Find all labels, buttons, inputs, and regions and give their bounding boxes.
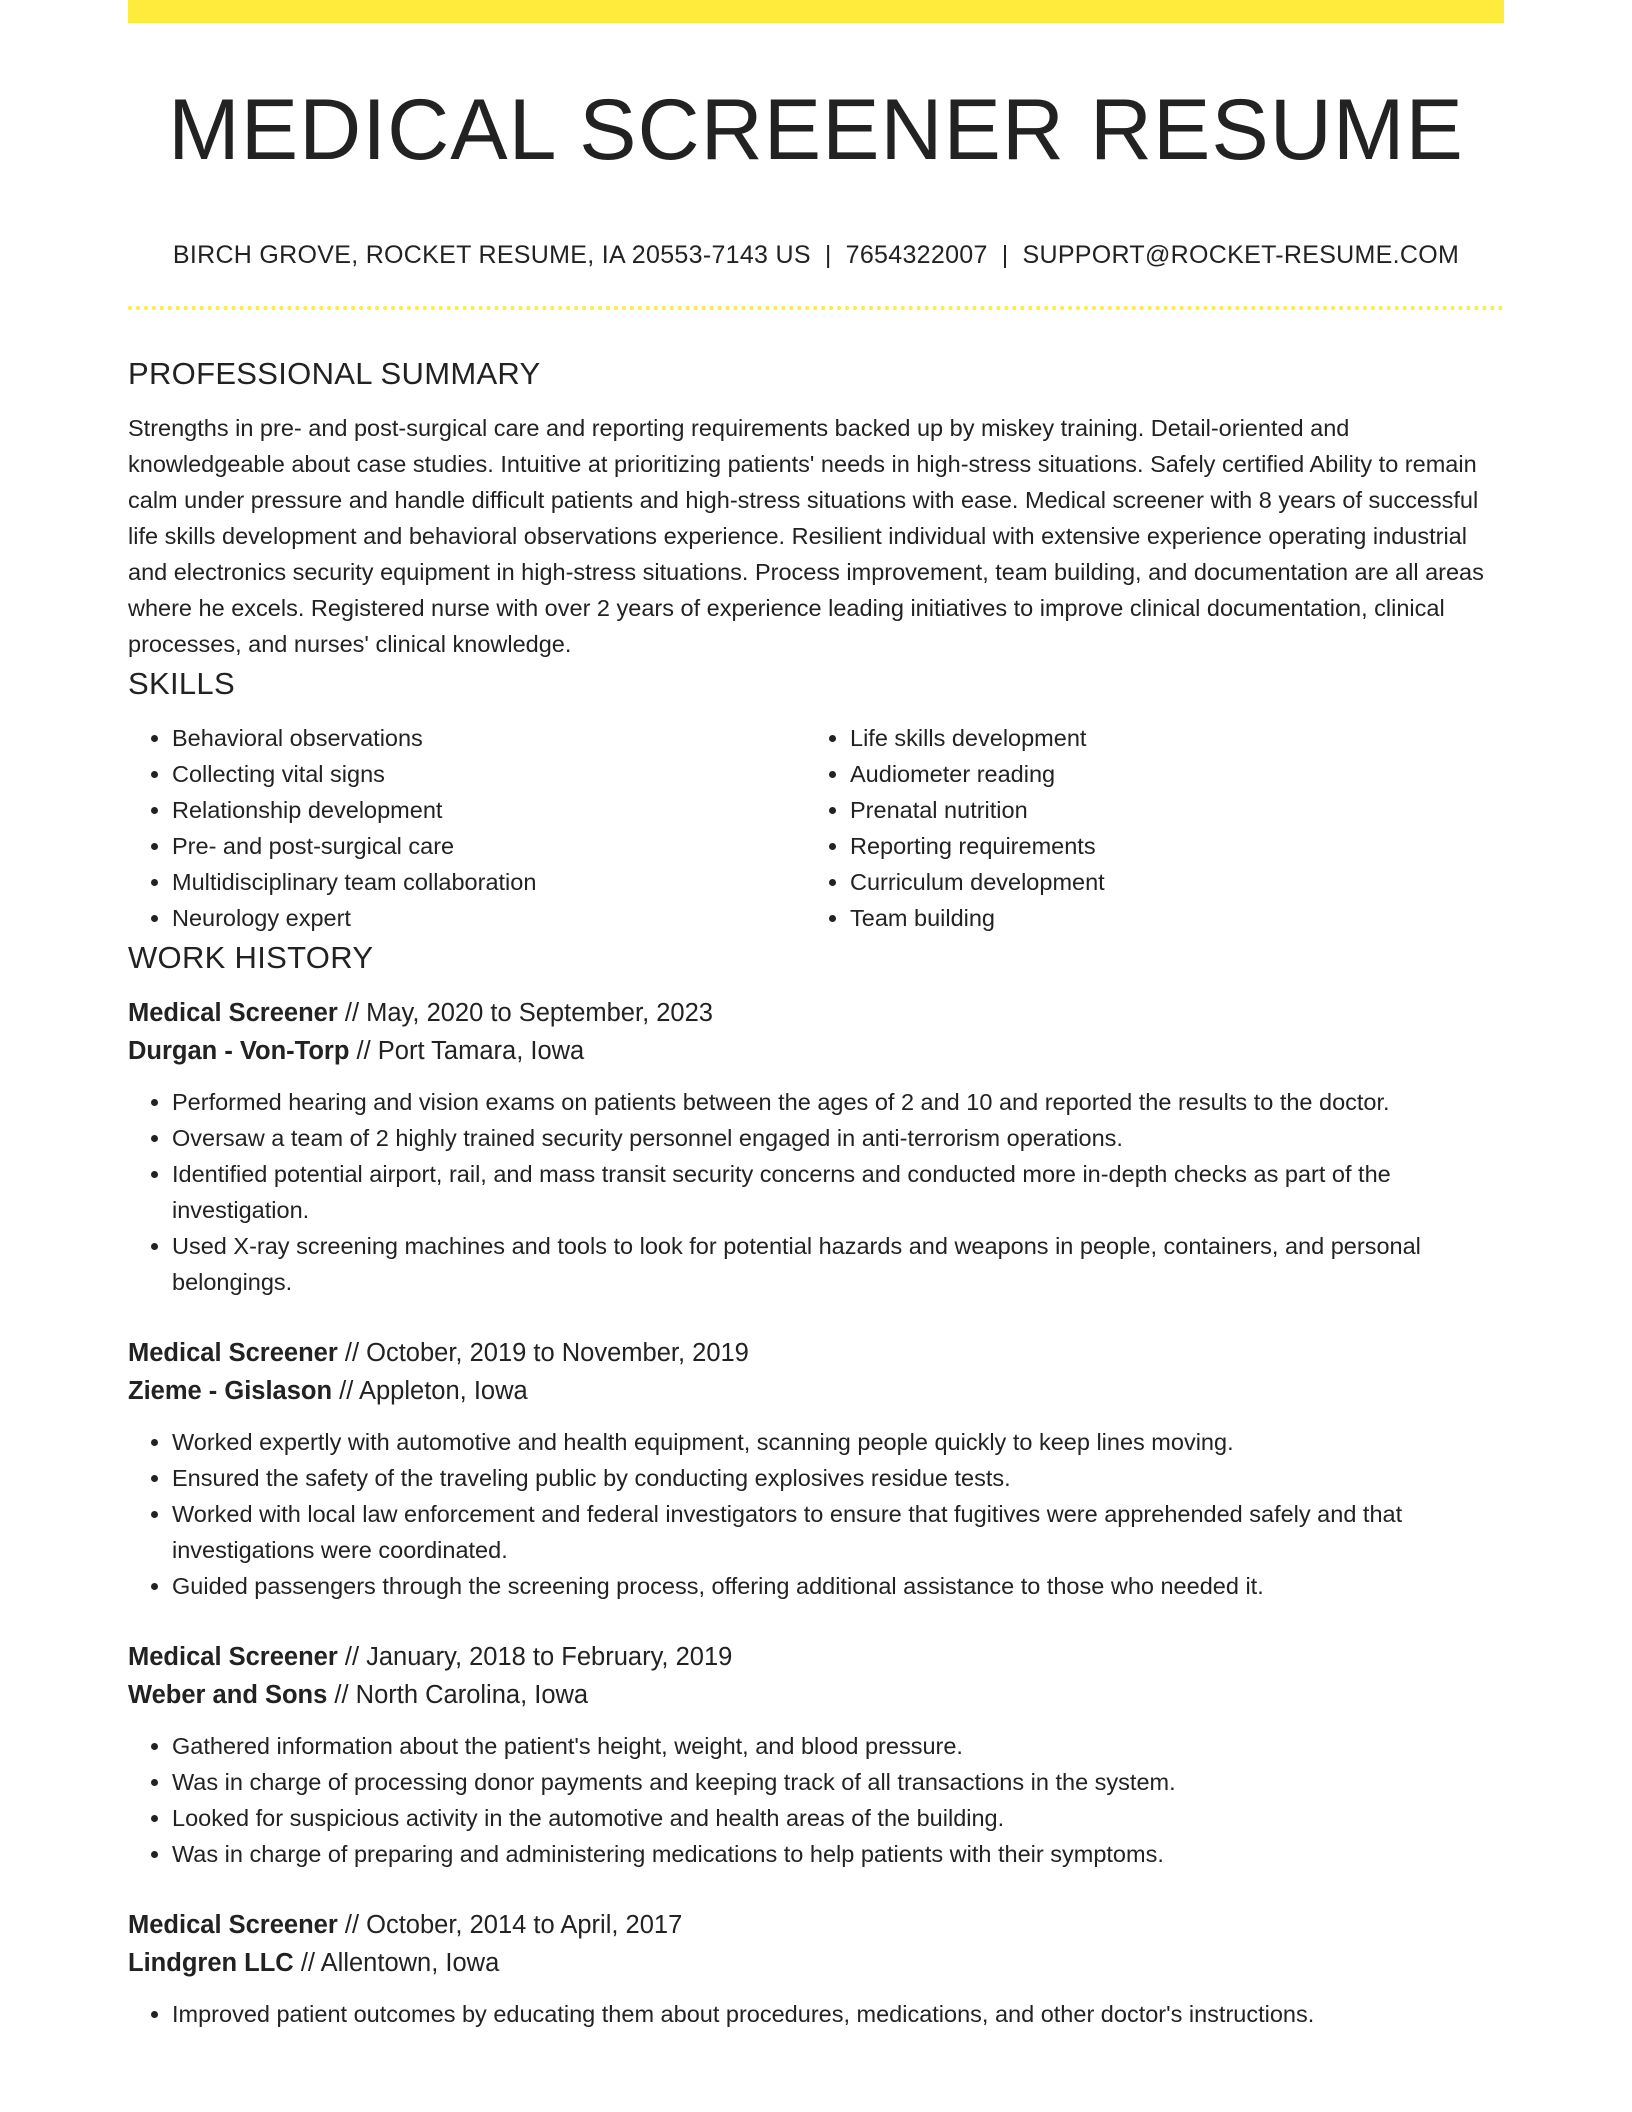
- job-dates: // October, 2019 to November, 2019: [337, 1339, 749, 1367]
- job-company: Zieme - Gislason: [128, 1377, 333, 1405]
- job-title: Medical Screener: [128, 1911, 338, 1939]
- skill-item: • Life skills development: [850, 720, 1484, 756]
- job-location: // Port Tamara, Iowa: [349, 1037, 585, 1065]
- job-bullet: • Gathered information about the patient's height, weight, and blood pressure.: [172, 1728, 1504, 1764]
- contact-separator: |: [824, 241, 832, 269]
- skill-item: • Pre- and post-surgical care: [172, 828, 806, 864]
- skill-item: • Relationship development: [172, 792, 806, 828]
- job-company: Weber and Sons: [128, 1681, 328, 1709]
- resume-title: MEDICAL SCREENER RESUME: [168, 82, 1464, 178]
- job-bullet: • Improved patient outcomes by educating them about procedures, medications, and other doctor's instructions.: [172, 1996, 1504, 2032]
- skill-item: • Curriculum development: [850, 864, 1484, 900]
- job-dates: // May, 2020 to September, 2023: [337, 999, 713, 1027]
- job-entry: [128, 994, 1504, 1300]
- resume-body: [128, 352, 1504, 2032]
- job-company-line: [128, 1944, 1504, 1982]
- job-bullet: • Used X-ray screening machines and tools to look for potential hazards and weapons in people, containers, and personal belongings.: [172, 1228, 1504, 1300]
- job-title: Medical Screener: [128, 1339, 338, 1367]
- job-company-line: [128, 1372, 1504, 1410]
- job-company-line: [128, 1032, 1504, 1070]
- contact-separator: |: [1001, 241, 1009, 269]
- job-title: Medical Screener: [128, 999, 338, 1027]
- job-title-line: [128, 1906, 1504, 1944]
- skill-item: • Team building: [850, 900, 1484, 936]
- skills-list-right: [806, 720, 1484, 936]
- job-company: Durgan - Von-Torp: [128, 1037, 350, 1065]
- job-title: Medical Screener: [128, 1643, 338, 1671]
- contact-phone: 7654322007: [845, 241, 988, 269]
- job-bullet: • Looked for suspicious activity in the automotive and health areas of the building.: [172, 1800, 1504, 1836]
- skills-heading: SKILLS: [128, 666, 235, 701]
- job-company: Lindgren LLC: [128, 1949, 294, 1977]
- skill-item: • Audiometer reading: [850, 756, 1484, 792]
- skills-list-left: [128, 720, 806, 936]
- job-entry: [128, 1906, 1504, 2032]
- job-bullets: [128, 1424, 1504, 1604]
- job-bullets: [128, 1728, 1504, 1872]
- job-bullet: • Performed hearing and vision exams on patients between the ages of 2 and 10 and reported the results to the doctor.: [172, 1084, 1504, 1120]
- work-history-heading: WORK HISTORY: [128, 940, 374, 975]
- job-bullet: • Was in charge of preparing and administering medications to help patients with their symptoms.: [172, 1836, 1504, 1872]
- summary-heading: PROFESSIONAL SUMMARY: [128, 356, 541, 391]
- job-location: // Appleton, Iowa: [332, 1377, 528, 1405]
- job-dates: // October, 2014 to April, 2017: [337, 1911, 683, 1939]
- job-company-line: [128, 1676, 1504, 1714]
- job-title-line: [128, 1334, 1504, 1372]
- job-bullet: • Identified potential airport, rail, and mass transit security concerns and conducted more in-depth checks as part of the investigation.: [172, 1156, 1504, 1228]
- job-bullet: • Guided passengers through the screening process, offering additional assistance to those who needed it.: [172, 1568, 1504, 1604]
- skill-item: • Multidisciplinary team collaboration: [172, 864, 806, 900]
- job-bullets: [128, 1084, 1504, 1300]
- job-dates: // January, 2018 to February, 2019: [337, 1643, 733, 1671]
- job-bullets: [128, 1996, 1504, 2032]
- job-location: // North Carolina, Iowa: [327, 1681, 589, 1709]
- job-entry: [128, 1638, 1504, 1872]
- dotted-divider: [128, 306, 1504, 310]
- job-title-line: [128, 994, 1504, 1032]
- job-location: // Allentown, Iowa: [293, 1949, 500, 1977]
- contact-address: BIRCH GROVE, ROCKET RESUME, IA 20553-7143 US: [172, 241, 811, 269]
- skill-item: • Neurology expert: [172, 900, 806, 936]
- job-bullet: • Oversaw a team of 2 highly trained security personnel engaged in anti-terrorism operations.: [172, 1120, 1504, 1156]
- accent-top-bar: [128, 0, 1504, 23]
- contact-line: [128, 238, 1504, 272]
- contact-email: SUPPORT@ROCKET-RESUME.COM: [1022, 241, 1460, 269]
- job-bullet: • Worked with local law enforcement and federal investigators to ensure that fugitives were apprehended safely and that investigations were coordinated.: [172, 1496, 1504, 1568]
- skill-item: • Behavioral observations: [172, 720, 806, 756]
- skill-item: • Reporting requirements: [850, 828, 1484, 864]
- job-bullet: • Ensured the safety of the traveling public by conducting explosives residue tests.: [172, 1460, 1504, 1496]
- job-title-line: [128, 1638, 1504, 1676]
- job-entry: [128, 1334, 1504, 1604]
- job-bullet: • Was in charge of processing donor payments and keeping track of all transactions in the system.: [172, 1764, 1504, 1800]
- job-bullet: • Worked expertly with automotive and health equipment, scanning people quickly to keep lines moving.: [172, 1424, 1504, 1460]
- summary-text: Strengths in pre- and post-surgical care and reporting requirements backed up by miskey training. Detail-oriented and knowledgeable about case studies. Intuitive at prioritizing patients' needs in high-stress situations. Safely certified Ability to remain calm under pressure and handle difficult patients and high-stress situations with ease. Medical screener with 8 years of successful life skills development and behavioral observations experience. Resilient individual with extensive experience operating industrial and electronics security equipment in high-stress situations. Process improvement, team building, and documentation are all areas where he excels. Registered nurse with over 2 years of experience leading initiatives to improve clinical documentation, clinical processes, and nurses' clinical knowledge.: [128, 415, 1484, 657]
- skill-item: • Collecting vital signs: [172, 756, 806, 792]
- skills-columns: [128, 720, 1504, 936]
- skill-item: • Prenatal nutrition: [850, 792, 1484, 828]
